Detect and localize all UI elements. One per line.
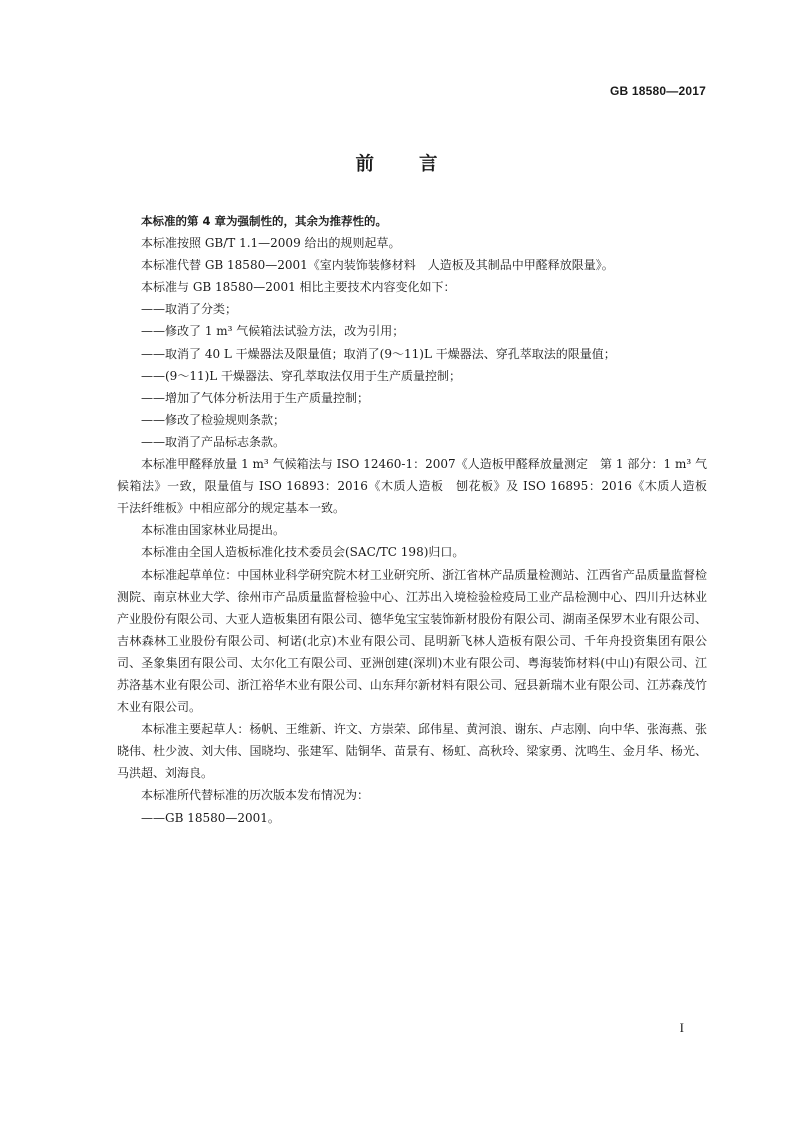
- foreword-body: [117, 210, 720, 829]
- drafting-units-paragraph: 本标准起草单位：中国林业科学研究院木材工业研究所、浙江省林产品质量检测站、江西省产品质量监督检测院、南京林业大学、徐州市产品质量监督检验中心、江苏出入境检验检疫局工业产品检测中心、四川升达林业产业股份有限公司、大亚人造板集团有限公司、德华兔宝宝装饰新材股份有限公司、湖南圣保罗木业有限公司、吉林森林工业股份有限公司、柯诺(北京)木业有限公司、昆明新飞林人造板有限公司、千年舟投资集团有限公司、圣象集团有限公司、太尔化工有限公司、亚洲创建(深圳)木业有限公司、粤海装饰材料(中山)有限公司、江苏洛基木业有限公司、浙江裕华木业有限公司、山东拜尔新材料有限公司、冠县新瑞木业有限公司、江苏森茂竹木业有限公司。: [117, 567, 707, 715]
- change-item: ——取消了分类；: [141, 302, 238, 317]
- mandatory-statement: 本标准的第 4 章为强制性的，其余为推荐性的。: [141, 214, 388, 228]
- title-char-2: 言: [419, 154, 439, 175]
- title-char-1: 前: [355, 154, 375, 175]
- change-item: ——(9～11)L 干燥器法、穿孔萃取法仅用于生产质量控制；: [141, 368, 462, 383]
- standard-number: GB 18580—2017: [610, 84, 706, 98]
- replacement-paragraph: 本标准代替 GB 18580—2001《室内装饰装修材料 人造板及其制品中甲醛释放限量》。: [141, 258, 614, 273]
- iso-consistency-paragraph: 本标准甲醛释放量 1 m³ 气候箱法与 ISO 12460-1：2007《人造板甲醛释放量测定 第 1 部分：1 m³ 气候箱法》一致，限量值与 ISO 16893：2016《木质人造板 刨花板》及 ISO 16895：2016《木质人造板 干法纤维板》中相应部分的规定基本一致。: [117, 457, 720, 516]
- proposer-paragraph: 本标准由国家林业局提出。: [141, 523, 286, 538]
- drafting-rules-paragraph: 本标准按照 GB/T 1.1—2009 给出的规则起草。: [141, 236, 401, 251]
- change-item: ——取消了产品标志条款。: [141, 434, 286, 449]
- drafters-paragraph: 本标准主要起草人：杨帆、王维新、许文、方崇荣、邱伟星、黄河浪、谢东、卢志刚、向中华、张海燕、张晓伟、杜少波、刘大伟、国晓均、张建军、陆铜华、苗景有、杨虹、高秋玲、梁家勇、沈鸣生、金月华、杨光、马洪超、刘海良。: [117, 722, 707, 781]
- history-intro-paragraph: 本标准所代替标准的历次版本发布情况为：: [141, 788, 370, 803]
- change-item: ——修改了 1 m³ 气候箱法试验方法，改为引用；: [141, 324, 405, 339]
- change-item: ——取消了 40 L 干燥器法及限量值；取消了(9～11)L 干燥器法、穿孔萃取法的限量值；: [141, 346, 616, 361]
- committee-paragraph: 本标准由全国人造板标准化技术委员会(SAC/TC 198)归口。: [141, 545, 465, 560]
- history-item: ——GB 18580—2001。: [141, 810, 280, 825]
- page-number: I: [679, 1020, 684, 1035]
- changes-intro-paragraph: 本标准与 GB 18580—2001 相比主要技术内容变化如下：: [141, 280, 456, 295]
- change-item: ——修改了检验规则条款；: [141, 412, 286, 427]
- page-title: [0, 150, 794, 176]
- change-item: ——增加了气体分析法用于生产质量控制；: [141, 390, 370, 405]
